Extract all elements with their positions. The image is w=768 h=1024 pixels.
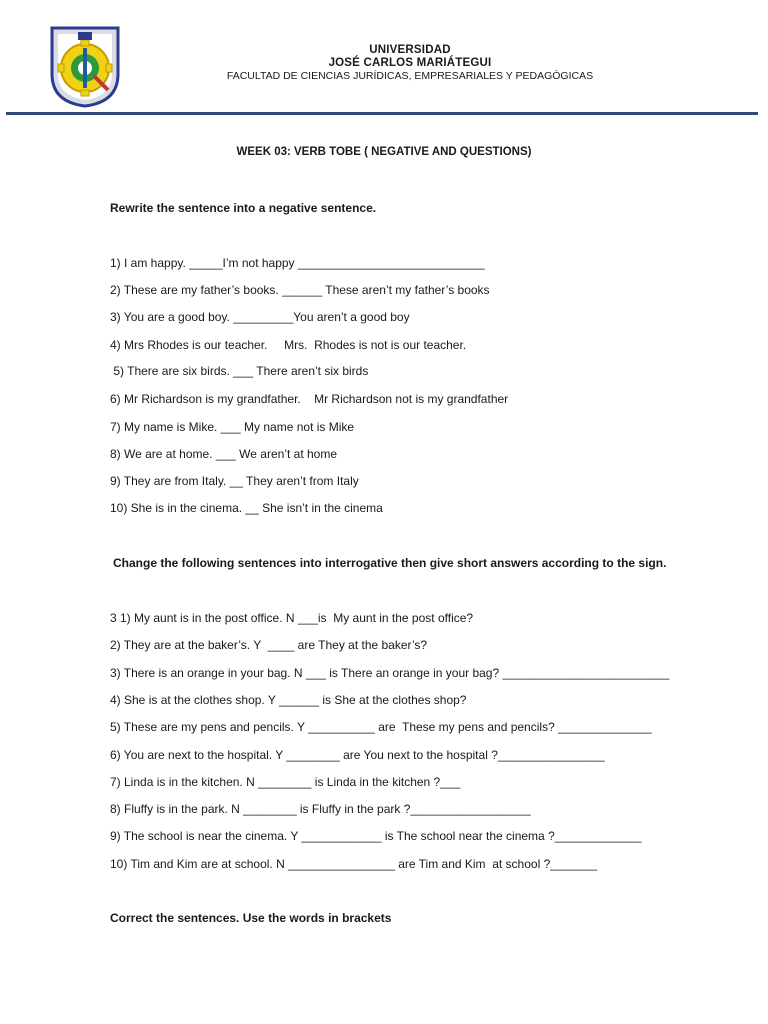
section1-item: 7) My name is Mike. ___ My name not is Mike [110,420,355,434]
section2-item: 3 1) My aunt is in the post office. N ___is My aunt in the post office? [110,611,474,625]
section1-item: 10) She is in the cinema. __ She isn’t in the cinema [110,501,383,515]
section1-item: 5) There are six birds. ___ There aren’t six birds [110,364,369,378]
section2-item: 2) They are at the baker’s. Y ____ are They at the baker’s? [110,638,428,652]
university-logo-icon [50,26,120,108]
page-title: WEEK 03: VERB TOBE ( NEGATIVE AND QUESTIONS) [236,146,532,158]
section2-item: 8) Fluffy is in the park. N ________ is Fluffy in the park ?__________________ [110,802,531,816]
section2-item: 5) These are my pens and pencils. Y __________ are These my pens and pencils? ______________ [110,720,652,734]
university-label: UNIVERSIDAD [369,44,451,56]
section1-item: 4) Mrs Rhodes is our teacher. Mrs. Rhodes is not is our teacher. [110,338,467,352]
section3-instruction: Correct the sentences. Use the words in brackets [110,911,392,925]
section1-instruction: Rewrite the sentence into a negative sentence. [110,201,377,215]
section1-item: 3) You are a good boy. _________You aren’t a good boy [110,310,410,324]
section2-item: 4) She is at the clothes shop. Y ______ is She at the clothes shop? [110,693,467,707]
section2-item: 10) Tim and Kim are at school. N ________________ are Tim and Kim at school ?_______ [110,857,597,871]
university-name: JOSÉ CARLOS MARIÁTEGUI [328,57,492,69]
university-header [200,44,620,83]
section2-instruction: Change the following sentences into interrogative then give short answers according to the sign. [113,556,667,570]
section2-item: 6) You are next to the hospital. Y ________ are You next to the hospital ?________________ [110,748,605,762]
section1-item: 6) Mr Richardson is my grandfather. Mr Richardson not is my grandfather [110,392,509,406]
section1-item: 8) We are at home. ___ We aren’t at home [110,447,338,461]
section1-item: 2) These are my father’s books. ______ These aren’t my father’s books [110,283,490,297]
section1-item: 9) They are from Italy. __ They aren’t from Italy [110,474,359,488]
section2-item: 3) There is an orange in your bag. N ___ is There an orange in your bag? _________________________ [110,666,670,680]
section2-item: 9) The school is near the cinema. Y ____________ is The school near the cinema ?_____________ [110,829,642,843]
faculty-name: FACULTAD DE CIENCIAS JURÍDICAS, EMPRESARIALES Y PEDAGÓGICAS [226,70,594,82]
header-divider [6,112,758,115]
section1-item: 1) I am happy. _____I’m not happy ____________________________ [110,256,485,270]
section2-item: 7) Linda is in the kitchen. N ________ is Linda in the kitchen ?___ [110,775,461,789]
